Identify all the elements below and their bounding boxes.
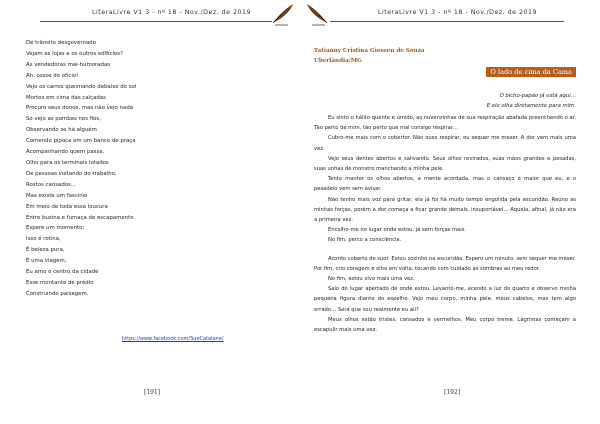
poem-line: Entre buzina e fumaça de escapamento (26, 214, 134, 221)
poem (26, 38, 266, 300)
poem-line: Procuro seus donos, mas não vejo nada (26, 105, 134, 112)
poem-line: Rostos cansados… (26, 181, 77, 188)
epigraph (487, 91, 576, 111)
epigraph-line: O bicho-papão já está aqui… (499, 93, 576, 99)
poem-line: É uma viagem, (26, 258, 67, 265)
poem-line: Só vejo as pombas nos fios, (26, 116, 101, 123)
story-body (314, 113, 576, 335)
poem-line: Eu amo o centro da cidade (26, 269, 99, 276)
poem-line: Espere um momento; (26, 225, 85, 232)
story-paragraph: Encolho-me no lugar onde estou, já sem forças mais. (328, 227, 467, 234)
page-number: [192] (444, 389, 461, 396)
right-page (300, 0, 600, 424)
header-divider (40, 21, 272, 22)
header-divider (330, 21, 564, 22)
poem-line: Comendo pipoca em um banco de praça (26, 138, 136, 145)
story-paragraph: Cubro-me mais com o cobertor. Não ouso respirar, ou sequer me mexer. A dor vem mais uma vez. (314, 135, 576, 152)
facebook-link[interactable]: https://www.facebook.com/SueCatalane/ (122, 336, 224, 342)
poem-line: Construindo paisagem. (26, 290, 89, 297)
author-name: Tatianny Cristina Giossen de Souza (314, 48, 425, 54)
poem-line: Em meio de toda essa loucura (26, 203, 108, 210)
story-paragraph: No fim, perco a consciência. (328, 237, 402, 244)
story-paragraph: Eu sinto o hálito quente e úmido, as nuvenzinhas de sua respiração abafada preenchendo o ar. Tão perto de mim, tão perto que mal consigo respirar… (314, 115, 576, 132)
epigraph-line: E ele olha diretamente para mim. (486, 103, 576, 109)
poem-line: Acompanhando quem passa. (26, 149, 105, 156)
magazine-header-title: LiteraLivre V1 3 - nº 18 - Nov./Dez. de 2019 (378, 9, 538, 16)
poem-line: De trânsito desgovernado (26, 40, 96, 46)
magazine-header-title: LiteraLivre V1 3 - nº 18 - Nov./Dez. de 2019 (92, 9, 252, 16)
story-paragraph: Saio do lugar apertado de onde estou. Levanto-me, acendo a luz do quarto e observo minha pequena figura diante do espelho. Vejo meu corpo, minha pele, meus cabelos, mas tem algo errado… Será que sou realmente eu ali? (314, 286, 576, 313)
poem-line: Mortos em cima das calçadas (26, 94, 106, 101)
poem-line: Observando se há alguém (26, 127, 97, 134)
story-paragraph: Acordo coberto de suor. Estou sozinho na escuridão. Espero um minuto, sem sequer me mexer. Por fim, crio coragem e olho em volta, tocando com cuidado as sombras ao meu redor. (314, 255, 576, 272)
poem-line: Olho para os terminais lotados (26, 159, 109, 166)
author-location: Uberlândia/MG (314, 58, 362, 64)
story-paragraph: Vejo seus dentes abertos e salivando. Seus olhos revirados, suas mãos grandes e pesadas, suas unhas de monstro manchando a minha pele. (314, 155, 576, 173)
story-paragraph: No fim, estou vivo mais uma vez. (328, 276, 415, 283)
story-paragraph: Não tenho mais voz para gritar, ela já foi há muito tempo engolida pela escuridão. Reúno as minhas forças, porém a dor começa a ficar grande demais, insuportável… Aquela, afinal, já não era a primeira vez. (314, 196, 576, 224)
page-number: [191] (144, 389, 161, 396)
poem-line: De pessoas voltando do trabalho, (26, 170, 117, 177)
poem-line: É beleza pura, (26, 247, 65, 254)
story-paragraph: Tento manter os olhos abertos, a mente acordada, mas o cansaço é maior que eu, e o pesadelo vem sem avisar. (314, 176, 576, 193)
poem-line: As vendedoras mal-humoradas (26, 61, 111, 68)
poem-line: Vejam as lojas e os outros edifícios? (26, 50, 123, 57)
page-header (0, 0, 300, 26)
quill-pen-icon (304, 2, 330, 26)
poem-line: Mas existe um fascínio (26, 192, 88, 199)
poem-line: Ah, ossos do ofício! (26, 72, 79, 79)
story-paragraph: Meus olhos estão tristes, cansados e vermelhos. Meu corpo treme. Lágrimas começam a escapulir mais uma vez. (314, 316, 576, 334)
page-header (300, 0, 600, 26)
story-title: O lado de cima da Cama (486, 67, 576, 77)
quill-pen-icon (270, 2, 296, 26)
poem-line: Esse montante de prédio (26, 279, 94, 286)
author-block (314, 46, 425, 66)
poem-line: Isso é rotina, (26, 236, 61, 243)
poem-line: Vejo os carros queimando debaixo do sol (26, 83, 137, 90)
